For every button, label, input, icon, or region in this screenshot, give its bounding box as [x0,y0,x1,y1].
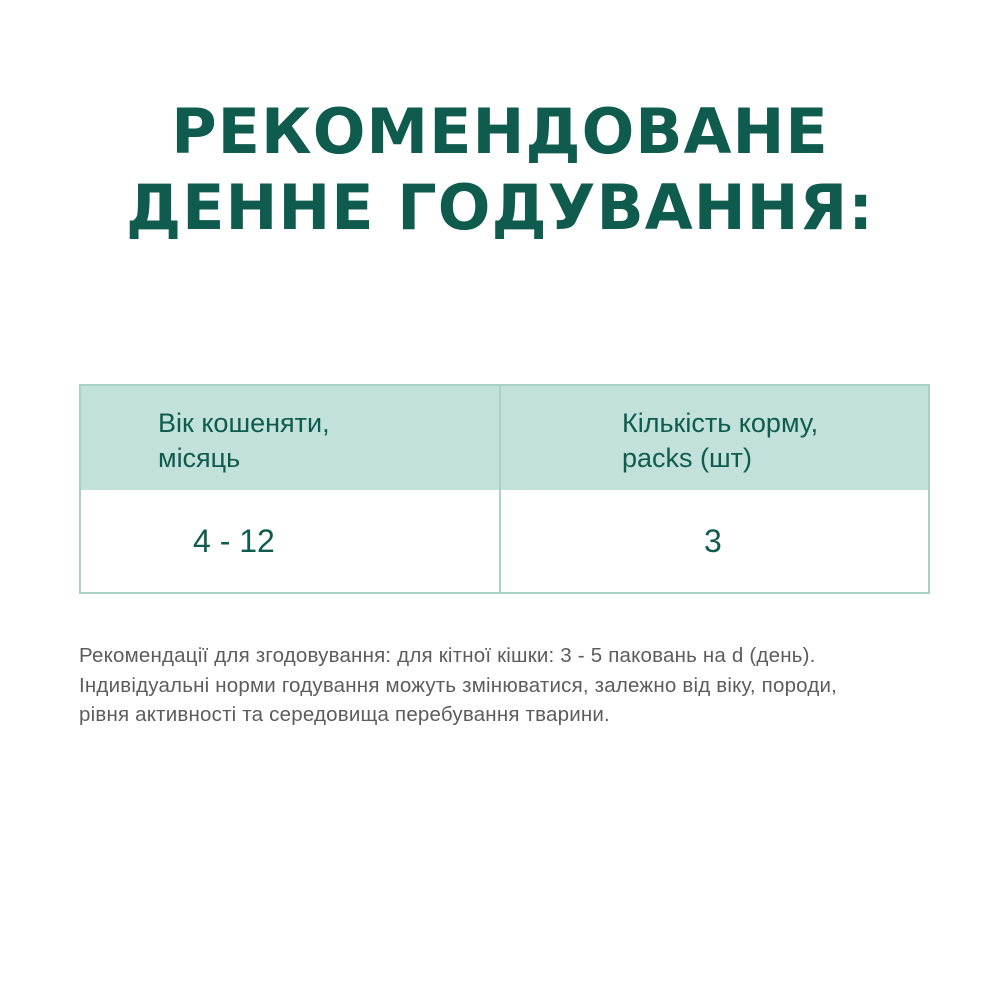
page-title [0,94,1000,246]
column-divider [499,386,501,592]
header-age [158,406,330,476]
header-amount-line-2: packs (шт) [622,443,753,473]
note-line-1: Рекомендації для згодовування: для кітної кішки: 3 - 5 паковань на d (день). [79,644,816,667]
header-age-line-2: місяць [158,443,241,473]
header-age-line-1: Вік кошеняти, [158,408,330,438]
header-amount-line-1: Кількість корму, [622,408,819,438]
note-line-2: Індивідуальні норми годування можуть змінюватися, залежно від віку, породи, [79,673,838,697]
note-line-3: рівня активності та середовища перебування тварини. [79,703,610,726]
title-line-1: РЕКОМЕНДОВАНЕ [171,94,829,168]
cell-amount: 3 [704,523,722,559]
header-amount [622,406,818,476]
feeding-table [79,384,930,594]
cell-age: 4 - 12 [193,523,275,559]
title-line-2: ДЕННЕ ГОДУВАННЯ: [125,170,875,244]
feeding-note [79,641,949,730]
